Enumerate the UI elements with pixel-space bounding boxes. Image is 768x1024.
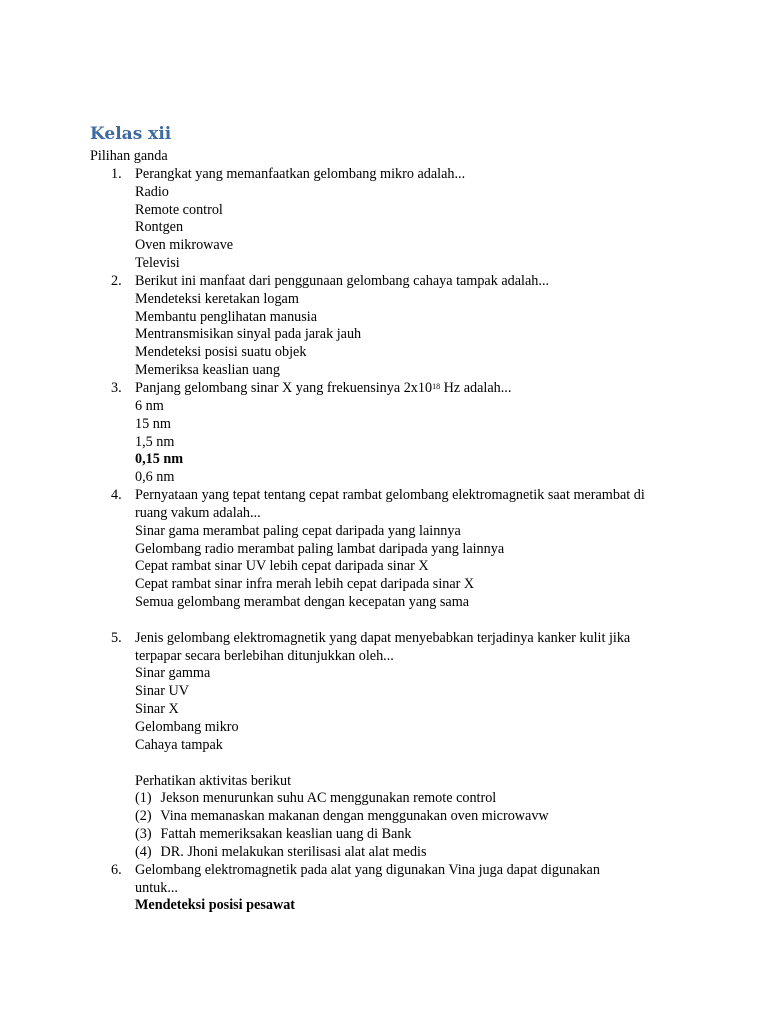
spacer: [90, 755, 690, 773]
option: Remote control: [135, 201, 223, 218]
option: Gelombang mikro: [135, 719, 239, 735]
question-text: Berikut ini manfaat dari penggunaan gelombang cahaya tampak adalah...: [135, 272, 550, 289]
activity-number: (1): [135, 790, 152, 807]
option: Semua gelombang merambat dengan kecepatan yang sama: [135, 594, 470, 611]
option: Oven mikrowave: [135, 237, 234, 254]
option: Cahaya tampak: [135, 736, 223, 753]
option: Cepat rambat sinar UV lebih cepat daripada sinar X: [135, 558, 429, 575]
question-number: 4.: [111, 487, 122, 504]
option: 0,6 nm: [135, 469, 175, 486]
question-text-line-2: terpapar secara berlebihan ditunjukkan oleh...: [135, 647, 394, 664]
question-text-line-1: Gelombang elektromagnetik pada alat yang digunakan Vina juga dapat digunakan: [135, 861, 600, 878]
option: Radio: [135, 183, 169, 200]
activity-number: (4): [135, 843, 152, 860]
option: Mendeteksi keretakan logam: [135, 290, 299, 307]
question-number: 5.: [111, 629, 122, 646]
question-5: [90, 630, 690, 666]
question-number: 6.: [111, 861, 122, 878]
question-text-main: Panjang gelombang sinar X yang frekuensinya 2x10: [135, 379, 433, 396]
spacer: [90, 612, 690, 630]
activity-number: (2): [135, 808, 152, 825]
activity-text: Fattah memeriksakan keaslian uang di Bank: [160, 826, 412, 843]
question-text-line-1: Pernyataan yang tepat tentang cepat rambat gelombang elektromagnetik saat merambat di: [135, 487, 645, 504]
question-text-line-2: untuk...: [135, 879, 178, 896]
document-body: [90, 148, 690, 915]
option: Sinar X: [135, 701, 179, 718]
activity-item: [90, 826, 690, 844]
activity-intro: Perhatikan aktivitas berikut: [135, 772, 292, 789]
option: Memeriksa keaslian uang: [135, 362, 280, 379]
activity-text: DR. Jhoni melakukan sterilisasi alat alat medis: [160, 843, 427, 860]
question-6: [90, 862, 690, 898]
question-text-tail: Hz adalah...: [440, 379, 512, 396]
activity-text: Vina memanaskan makanan dengan menggunakan oven microwavw: [160, 808, 549, 825]
option: Sinar gama merambat paling cepat daripada yang lainnya: [135, 522, 461, 539]
activity-item: [90, 844, 690, 862]
option: Televisi: [135, 255, 180, 272]
activity-number: (3): [135, 826, 152, 843]
option: Sinar UV: [135, 683, 189, 700]
question-text: Perangkat yang memanfaatkan gelombang mikro adalah...: [135, 165, 466, 182]
option: Sinar gamma: [135, 665, 211, 682]
option: Rontgen: [135, 219, 184, 236]
activity-text: Jekson menurunkan suhu AC menggunakan remote control: [160, 790, 497, 807]
question-2: [90, 273, 690, 291]
option: Mentransmisikan sinyal pada jarak jauh: [135, 326, 362, 343]
question-1: [90, 166, 690, 184]
option: 1,5 nm: [135, 433, 175, 450]
question-text-line-2: ruang vakum adalah...: [135, 504, 261, 521]
question-text: [135, 380, 690, 398]
option: Membantu penglihatan manusia: [135, 308, 318, 325]
page-title: Kelas xii: [90, 124, 172, 144]
option: Cepat rambat sinar infra merah lebih cepat daripada sinar X: [135, 576, 475, 593]
question-number: 1.: [111, 165, 122, 182]
question-3: [90, 380, 690, 398]
question-number: 3.: [111, 379, 122, 396]
section-title: Pilihan ganda: [90, 148, 168, 164]
option: 15 nm: [135, 415, 171, 432]
option: Mendeteksi posisi suatu objek: [135, 344, 307, 361]
question-4: [90, 487, 690, 523]
option-highlighted: Mendeteksi posisi pesawat: [135, 897, 296, 914]
exponent: 18: [432, 381, 441, 391]
activity-item: [90, 808, 690, 826]
question-number: 2.: [111, 272, 122, 289]
activity-item: [90, 790, 690, 808]
question-text-line-1: Jenis gelombang elektromagnetik yang dapat menyebabkan terjadinya kanker kulit jika: [135, 629, 631, 646]
option: 6 nm: [135, 397, 164, 414]
option-highlighted: 0,15 nm: [135, 451, 184, 468]
option: Gelombang radio merambat paling lambat daripada yang lainnya: [135, 540, 505, 557]
